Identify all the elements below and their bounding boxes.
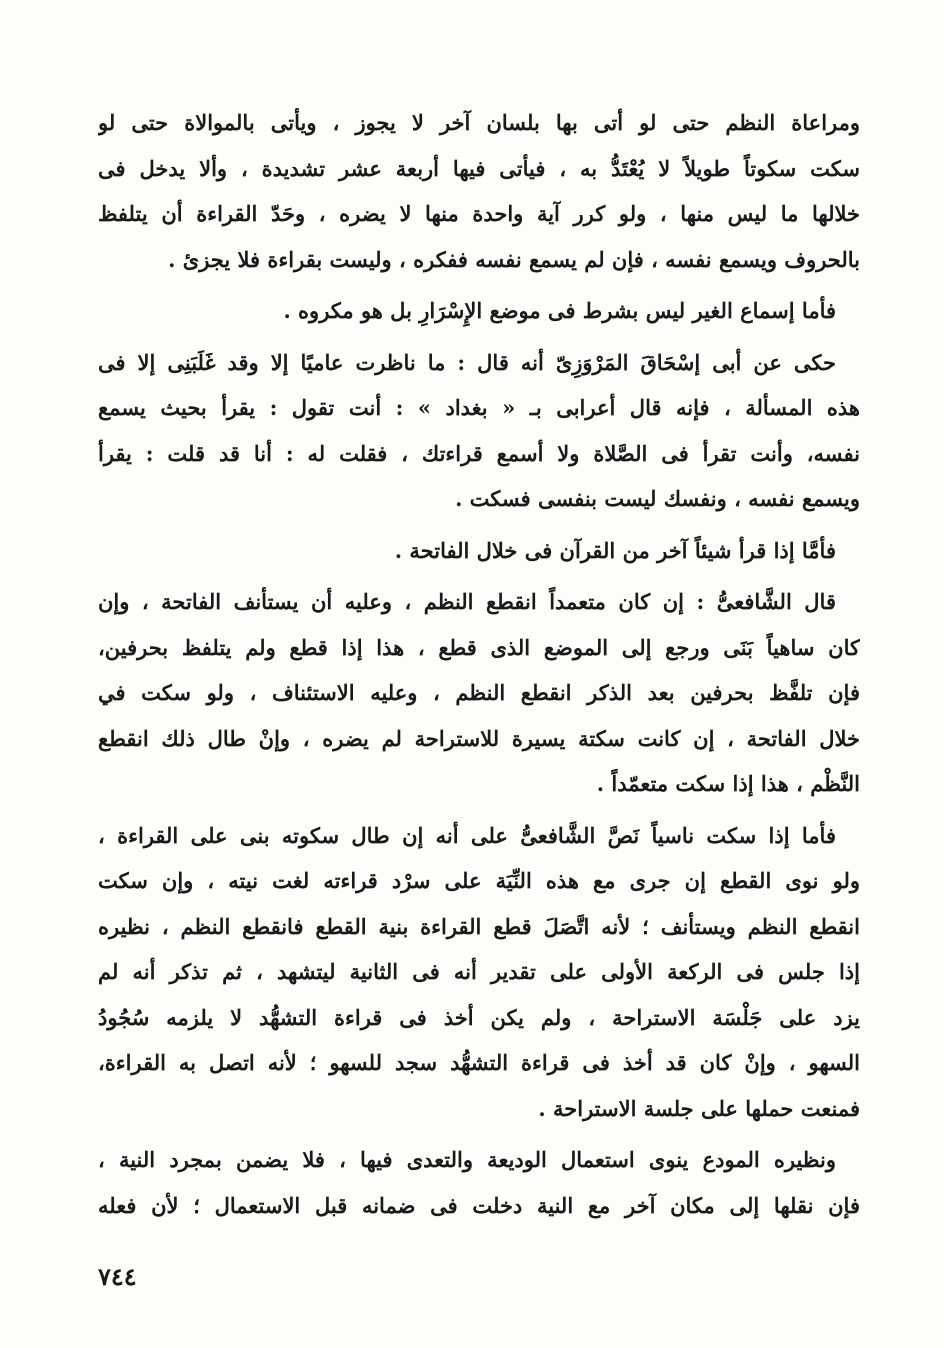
text-line: ولو نوى القطع إن جرى مع هذه النِّيَة على سرْد قراءته لغت نيته ، وإن سكت [98,868,860,893]
text-line: انقطع النظم ويستأنف ؛ لأنه اتَّصَلَ قطع القراءة بنية القطع فانقطع النظم ، نظيره [98,913,860,939]
text-line: ومراعاة النظم حتى لو أتى بها بلسان آخر لا يجوز ، ويأتى بالموالاة حتى لو [98,110,860,135]
paragraph-6 [98,813,860,1132]
text-line: سكت سكوتاً طويلاً لا يُعْتَدُّ به ، فيأتى فيها أربعة عشر تشديدة ، وألا يدخل فى [98,155,860,181]
paragraph-5 [98,579,860,807]
paragraph-2 [98,288,860,334]
text-line: ونظيره المودع ينوى استعمال الوديعة والتعدى فيها ، فلا يضمن بمجرد النية ، [98,1147,836,1172]
text-line: كان ساهياً بَنَى ورجع إلى الموضع الذى قطع ، هذا إذا قطع ولم يتلفظ بحرفين، [98,634,860,660]
text-line: قال الشَّافعىُّ : إن كان متعمداً انقطع النظم ، وعليه أن يستأنف الفاتحة ، وإن [98,589,836,614]
text-line: هذه المسألة ، فإنه قال أعرابى بـ « بغداد » : أنت تقول : يقرأ بحيث يسمع [98,395,860,420]
text-line: إذا جلس فى الركعة الأولى على تقدير أنه فى الثانية ليتشهد ، ثم تذكر أنه لم [98,959,860,984]
text-line: نفسه، وأنت تقرأ فى الصَّلاة ولا أسمع قراءتك ، فقلت له : أنا قد قلت : يقرأ [98,440,860,466]
text-line: فإن تلفَّظ بحرفين بعد الذكر انقطع النظم ، وعليه الاستئناف ، ولو سكت في [98,680,860,705]
text-line: ويسمع نفسه ، ونفسك ليست بنفسى فسكت . [455,486,860,511]
text-line: حكى عن أبى إسْحَاقَ المَرْوَزِىّ أنه قال : ما ناظرت عاميًا إلا وقد غَلَبَنِى إلا فى [98,349,836,375]
paragraph-7 [98,1137,860,1228]
text-line: بالحروف ويسمع نفسه ، فإن لم يسمع نفسه ففكره ، وليست بقراءة فلا يجزئ . [168,246,860,272]
text-line: فإن نقلها إلى مكان آخر مع النية دخلت فى ضمانه قبل الاستعمال ؛ لأن فعله [98,1192,860,1218]
text-line: النَّظْم ، هذا إذا سكت متعمّداً . [596,771,860,796]
page-body-text [98,100,860,1228]
paragraph-4 [98,528,860,574]
text-line: فمنعت حملها على جلسة الاستراحة . [538,1095,860,1121]
text-line: فأمَّا إذا قرأ شيئاً آخر من القرآن فى خلال الفاتحة . [394,537,836,563]
paragraph-1 [98,100,860,282]
text-line: فأما إذا سكت ناسياً نَصَّ الشَّافعىُّ على أنه إن طال سكوته بنى على القراءة ، [98,822,836,848]
paragraph-3 [98,340,860,522]
page-number: ٧٤٤ [98,1262,137,1291]
text-line: فأما إسماع الغير ليس بشرط فى موضع الإِسْرَارِ بل هو مكروه . [283,298,836,323]
text-line: خلال الفاتحة ، إن كانت سكتة يسيرة للاستراحة لم يضره ، وإنْ طال ذلك انقطع [98,725,860,751]
text-line: السهو ، وإنْ كان قد أخذ فى قراءة التشهُّد سجد للسهو ؛ لأنه اتصل به القراءة، [98,1050,860,1075]
text-line: خلالها ما ليس منها ، ولو كرر آية واحدة منها لا يضره ، وحَدّ القراءة أن يتلفظ [98,201,860,226]
text-line: يزد على جَلْسَة الاستراحة ، ولم يكن أخذ فى قراءة التشهُّد لا يلزمه سُجُودُ [98,1004,860,1030]
